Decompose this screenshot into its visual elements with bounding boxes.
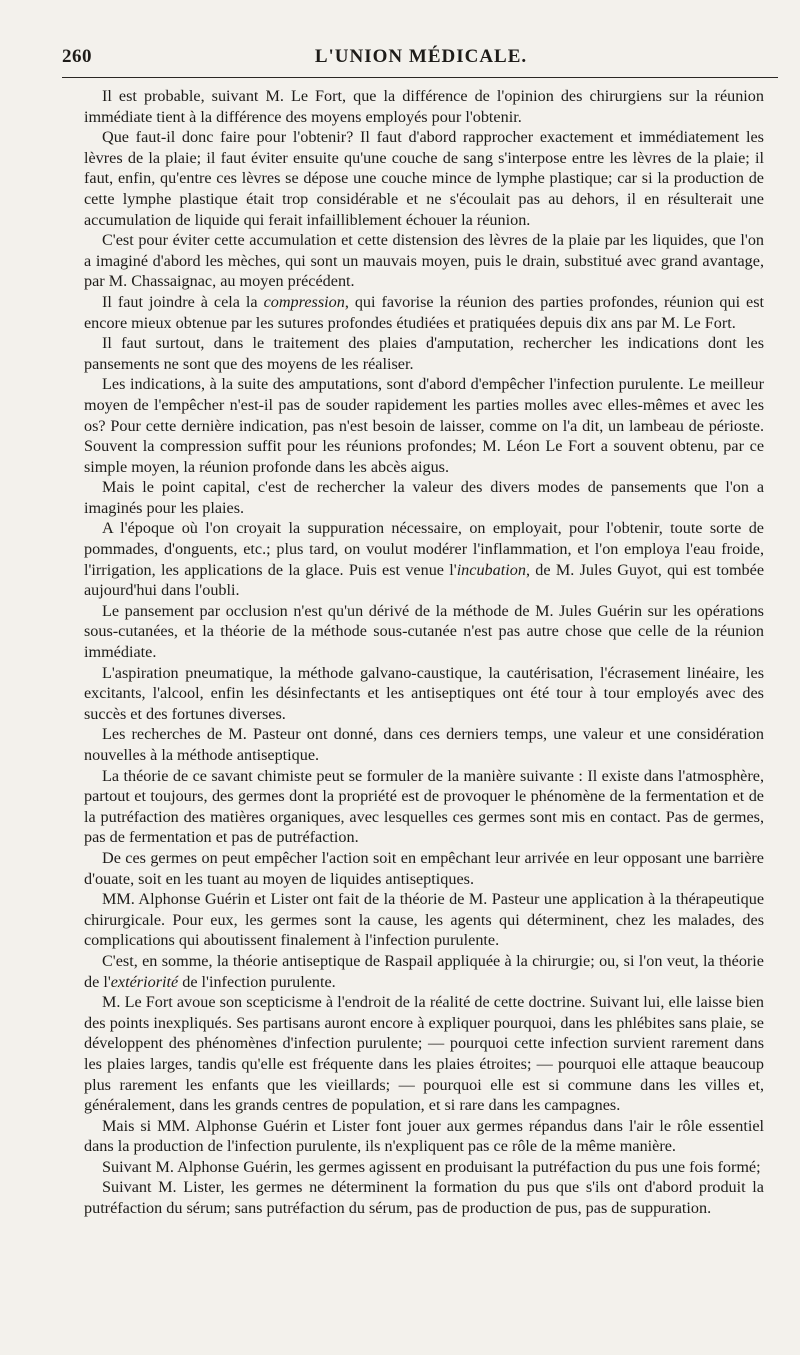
running-title: L'UNION MÉDICALE. <box>314 46 528 67</box>
text-segment: Mais le point capital, c'est de rechercher la valeur des divers modes de pansements que l'on a imaginés pour les plaies. <box>84 478 764 517</box>
paragraph <box>84 848 764 889</box>
paragraph <box>84 86 764 127</box>
article-body <box>84 86 764 1219</box>
text-segment: C'est pour éviter cette accumulation et cette distension des lèvres de la plaie par les liquides, que l'on a imaginé d'abord les mèches, qui sont un mauvais moyen, puis le drain, substitué avec grand avantage, par M. Chassaignac, au moyen précédent. <box>84 231 764 291</box>
page-number: 260 <box>62 46 92 67</box>
paragraph <box>84 477 764 518</box>
text-segment: C'est, en somme, la théorie antiseptique de Raspail appliquée à la chirurgie; ou, si l'on veut, la théorie de l' <box>84 951 764 991</box>
text-segment: A l'époque où l'on croyait la suppuration nécessaire, on employait, pour l'obtenir, toute sorte de pommades, d'onguents, etc.; plus tard, on voulut modérer l'inflammation, et l'on employa l'eau froide, l'irrigation, les applications de la glace. Puis est venue l' <box>84 519 764 579</box>
italic-term: extériorité <box>110 972 179 991</box>
header-rule <box>62 77 778 78</box>
paragraph <box>84 333 764 374</box>
paragraph <box>84 889 764 951</box>
text-segment: Il faut surtout, dans le traitement des plaies d'amputation, rechercher les indications dont les pansements ne sont que des moyens de les réaliser. <box>84 334 764 373</box>
text-segment: Il faut joindre à cela la <box>102 292 264 311</box>
text-segment: La théorie de ce savant chimiste peut se formuler de la manière suivante : Il existe dans l'atmosphère, partout et toujours, des germes dont la propriété est de provoquer le phénomène de la fermentation et de la putréfaction des matières organiques, avec lesquelles ces germes sont mis en contact. Pas de germes, pas de fermentation et pas de putréfaction. <box>84 766 764 847</box>
paragraph <box>84 724 764 765</box>
paragraph <box>84 1116 764 1157</box>
paragraph <box>84 663 764 725</box>
paragraph <box>84 951 764 992</box>
paragraph <box>84 374 764 477</box>
text-segment: Que faut-il donc faire pour l'obtenir? Il faut d'abord rapprocher exactement et immédiatement les lèvres de la plaie; il faut éviter ensuite qu'une couche de sang s'interpose entre les lèvres de la plaie; il faut, enfin, qu'entre ces lèvres se dépose une couche mince de lymphe plastique; car si la production de cette lymphe plastique était trop considérable et ne s'écoulait pas au dehors, il en résulterait une accumulation de liquide qui ferait infailliblement échouer la réunion. <box>84 128 764 229</box>
page-header <box>62 46 780 76</box>
text-segment: Il est probable, suivant M. Le Fort, que la différence de l'opinion des chirurgiens sur la réunion immédiate tient à la différence des moyens employés pour l'obtenir. <box>84 87 764 126</box>
paragraph <box>84 518 764 600</box>
text-segment: Le pansement par occlusion n'est qu'un dérivé de la méthode de M. Jules Guérin sur les opérations sous-cutanées, et la théorie de la méthode sous-cutanée n'est pas autre chose que celle de la réunion immédiate. <box>84 601 764 662</box>
text-segment: Suivant M. Alphonse Guérin, les germes agissent en produisant la putréfaction du pus une fois formé; <box>102 1157 761 1176</box>
paragraph <box>84 127 764 230</box>
italic-term: incubation <box>456 560 526 579</box>
text-segment: , de M. Jules Guyot, qui est tombée aujourd'hui dans l'oubli. <box>84 560 764 600</box>
paragraph <box>84 766 764 848</box>
paragraph <box>84 292 764 333</box>
text-segment: L'aspiration pneumatique, la méthode galvano-caustique, la cautérisation, l'écrasement linéaire, les excitants, l'alcool, enfin les désinfectants et les antiseptiques ont été tour à tour employés avec des succès et des fortunes diverses. <box>84 663 764 723</box>
text-segment: MM. Alphonse Guérin et Lister ont fait de la théorie de M. Pasteur une application à la thérapeutique chirurgicale. Pour eux, les germes sont la cause, les agents qui déterminent, chez les malades, des complications qui aboutissent finalement à l'infection purulente. <box>84 890 764 950</box>
paragraph <box>84 601 764 663</box>
italic-term: compression <box>263 292 345 311</box>
text-segment: Les indications, à la suite des amputations, sont d'abord d'empêcher l'infection purulente. Le meilleur moyen de l'empêcher n'est-il pas de souder rapidement les parties molles avec elles-mêmes et avec les os? Pour cette dernière indication, pas n'est besoin de laisser, comme on l'a dit, un lambeau de périoste. Souvent la compression suffit pour les réunions profondes; M. Léon Le Fort a souvent obtenu, par ce simple moyen, la réunion profonde dans les abcès aigus. <box>84 375 764 476</box>
paragraph <box>84 1177 764 1218</box>
text-segment: M. Le Fort avoue son scepticisme à l'endroit de la réalité de cette doctrine. Suivant lui, elle laisse bien des points inexpliqués. Ses partisans auront encore à expliquer pourquoi, dans les phlébites sans plaie, se développent des phénomènes d'infection purulente; — pourquoi cette infection survient rarement dans les plaies larges, tandis qu'elle est fréquente dans les plaies étroites; — pourquoi elle attaque beaucoup plus rarement les enfants que les vieillards; — pourquoi elle est si commune dans les villes et, généralement, dans les grands centres de population, et si rare dans les campagnes. <box>84 993 764 1115</box>
text-segment: de l'infection purulente. <box>178 972 336 991</box>
text-segment: Les recherches de M. Pasteur ont donné, dans ces derniers temps, une valeur et une considération nouvelles à la méthode antiseptique. <box>84 725 764 764</box>
text-segment: , qui favorise la réunion des parties profondes, réunion qui est encore mieux obtenue par les sutures profondes étudiées et pratiquées depuis dix ans par M. Le Fort. <box>84 292 765 332</box>
text-segment: De ces germes on peut empêcher l'action soit en empêchant leur arrivée en leur opposant une barrière d'ouate, soit en les tuant au moyen de liquides antiseptiques. <box>84 848 764 888</box>
paragraph <box>84 992 764 1116</box>
paragraph <box>84 1157 764 1178</box>
text-segment: Mais si MM. Alphonse Guérin et Lister font jouer aux germes répandus dans l'air le rôle essentiel dans la production de l'infection purulente, ils n'expliquent pas ce rôle de la même manière. <box>84 1116 764 1156</box>
paragraph <box>84 230 764 292</box>
text-segment: Suivant M. Lister, les germes ne déterminent la formation du pus que s'ils ont d'abord produit la putréfaction du sérum; sans putréfaction du sérum, pas de production de pus, pas de suppuration. <box>84 1178 764 1218</box>
